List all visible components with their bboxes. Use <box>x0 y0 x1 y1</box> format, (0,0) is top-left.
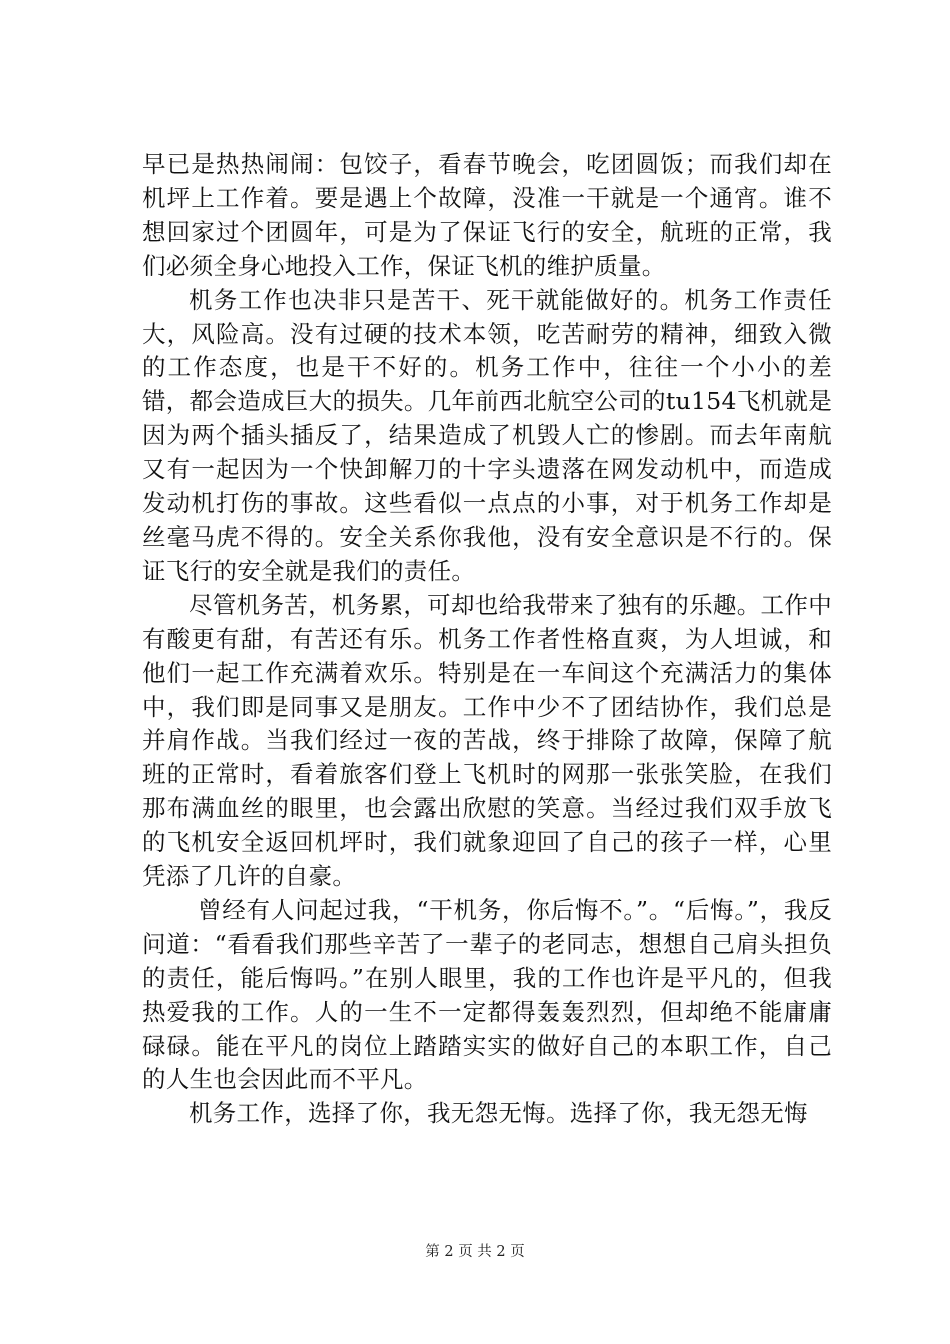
paragraph-2: 机务工作也决非只是苦干、死干就能做好的。机务工作责任大，风险高。没有过硬的技术本领，吃苦耐劳的精神，细致入微的工作态度，也是干不好的。机务工作中，往往一个小小的差错，都会造成巨大的损失。几年前西北航空公司的tu154飞机就是因为两个插头插反了，结果造成了机毁人亡的惨剧。而去年南航又有一起因为一个快卸解刀的十字头遗落在网发动机中，而造成发动机打伤的事故。这些看似一点点的小事，对于机务工作却是丝毫马虎不得的。安全关系你我他，没有安全意识是不行的。保证飞行的安全就是我们的责任。 <box>142 285 832 585</box>
page-footer: 第 2 页 共 2 页 <box>425 1244 525 1260</box>
paragraph-1: 早已是热热闹闹：包饺子，看春节晚会，吃团圆饭；而我们却在机坪上工作着。要是遇上个故障，没准一干就是一个通宵。谁不想回家过个团圆年，可是为了保证飞行的安全，航班的正常，我们必须全身心地投入工作，保证飞机的维护质量。 <box>142 150 832 280</box>
paragraph-5: 机务工作，选择了你，我无怨无悔。选择了你，我无怨无悔 <box>189 1099 808 1128</box>
paragraph-4: 曾经有人问起过我，“干机务，你后悔不。”。“后悔。”，我反问道：“看看我们那些辛苦了一辈子的老同志，想想自己肩头担负的责任，能后悔吗。”在别人眼里，我的工作也许是平凡的，但我热爱我的工作。人的一生不一定都得轰轰烈烈，但却绝不能庸庸碌碌。能在平凡的岗位上踏踏实实的做好自己的本职工作，自己的人生也会因此而不平凡。 <box>142 895 832 1094</box>
paragraph-3: 尽管机务苦，机务累，可却也给我带来了独有的乐趣。工作中有酸更有甜，有苦还有乐。机务工作者性格直爽，为人坦诚，和他们一起工作充满着欢乐。特别是在一车间这个充满活力的集体中，我们即是同事又是朋友。工作中少不了团结协作，我们总是并肩作战。当我们经过一夜的苦战，终于排除了故障，保障了航班的正常时，看着旅客们登上飞机时的网那一张张笑脸，在我们那布满血丝的眼里，也会露出欣慰的笑意。当经过我们双手放飞的飞机安全返回机坪时，我们就象迎回了自己的孩子一样，心里凭添了几许的自豪。 <box>142 590 832 891</box>
document-body <box>142 148 832 1131</box>
